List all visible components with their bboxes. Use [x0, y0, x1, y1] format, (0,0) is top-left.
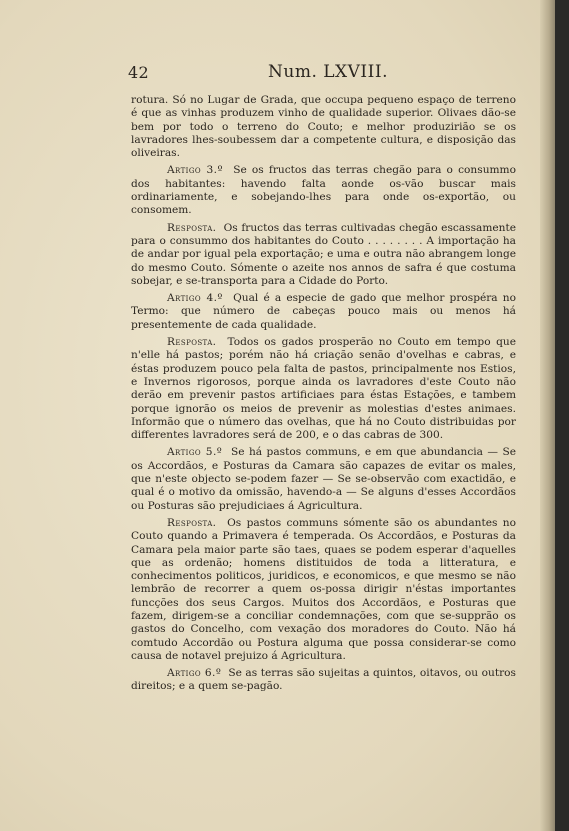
running-head: Num. LXVIII. — [268, 62, 388, 82]
paragraph-text: rotura. Só no Lugar de Grada, que occupa pequeno espaço de terreno é que as vinhas produzem vinho de qualidade superior. Olivaes dão-se bem por todo o terreno do Couto; e melhor produzirião se os lavradores lhes-soubessem dar a competente cultura, e disposição das oliveiras. — [131, 94, 516, 160]
page-number: 42 — [128, 63, 149, 82]
body-text — [131, 94, 516, 698]
paragraph-resposta-4 — [131, 336, 516, 442]
paragraph-artigo-3 — [131, 164, 516, 217]
paragraph-label: Artigo 4.º — [167, 292, 223, 305]
paragraph-text: Se as terras são sujeitas a quintos, oitavos, ou outros direitos; e a quem se-pagão. — [131, 667, 516, 693]
paragraph-label: Artigo 3.º — [167, 164, 223, 177]
paragraph-continuation — [131, 94, 516, 160]
paragraph-label: Resposta. — [167, 336, 217, 349]
paragraph-resposta-5 — [131, 517, 516, 663]
paragraph-label: Resposta. — [167, 221, 217, 234]
paragraph-text: Todos os gados prosperão no Couto em tempo que n'elle há pastos; porém não há criação senão d'ovelhas e cabras, e éstas produzem pouco pela falta de pastos, principalmente nos Estios, e Invernos rigorosos, porque ainda os lavradores d'este Couto não derão em prevenir pastos artificiaes para éstas Estações, e tambem porque ignorão os meios de prevenir as molestias d'estes animaes. Informão que o número das ovelhas, que há no Couto distribuidas por differentes lavradores será de 200, e o das cabras de 300. — [131, 336, 516, 442]
page-binding-edge — [540, 0, 555, 831]
paragraph-label: Artigo 5.º — [167, 446, 223, 459]
paragraph-text: Se os fructos das terras chegão para o consummo dos habitantes: havendo falta aonde os-vão buscar mais ordinariamente, e sobejando-lhes para onde os-exportão, ou consomem. — [131, 164, 516, 217]
paragraph-text: Os pastos communs sómente são os abundantes no Couto quando a Primavera é temperada. Os Accordãos, e Posturas da Camara pela maior parte são taes, quaes se podem esperar d'aquelles que as ordenão; homens distituidos de toda a litteratura, e conhecimentos politicos, juridicos, e economicos, e que mesmo se não lembrão de recorrer a quem os-possa dirigir n'éstas importantes funcções dos seus Cargos. Muitos dos Accordãos, e Posturas que fazem, dirigem-se a conciliar condemnações, com que se-supprão os gastos do Concelho, com vexação dos moradores do Couto. Não há comtudo Accordão ou Postura alguma que possa considerar-se como causa de notavel prejuizo á Agricultura. — [131, 516, 516, 662]
paragraph-artigo-6 — [131, 667, 516, 694]
paragraph-text: Se há pastos communs, e em que abundancia — Se os Accordãos, e Posturas da Camara são capazes de evitar os males, que n'este objecto se-podem fazer — Se se-observão com exactidão, e qual é o motivo da omissão, havendo-a — Se alguns d'esses Accordãos ou Posturas são prejudiciaes á Agricultura. — [131, 446, 516, 512]
paragraph-resposta-3 — [131, 222, 516, 288]
paragraph-text: Os fructos das terras cultivadas chegão escassamente para o consummo dos habitantes do Couto . . . . . . . . A importação ha de andar por igual pela exportação; e uma e outra não abrangem longe do mesmo Couto. Sómente o azeite nos annos de safra é que costuma sobejar, e se-transporta para a Cidade do Porto. — [131, 221, 516, 287]
paragraph-artigo-4 — [131, 292, 516, 332]
paragraph-label: Resposta. — [167, 516, 217, 529]
paragraph-text: Qual é a especie de gado que melhor prospéra no Termo: que número de cabeças pouco mais ou menos há presentemente de cada qualidade. — [131, 292, 516, 331]
paragraph-artigo-5 — [131, 446, 516, 512]
paragraph-label: Artigo 6.º — [167, 667, 222, 680]
